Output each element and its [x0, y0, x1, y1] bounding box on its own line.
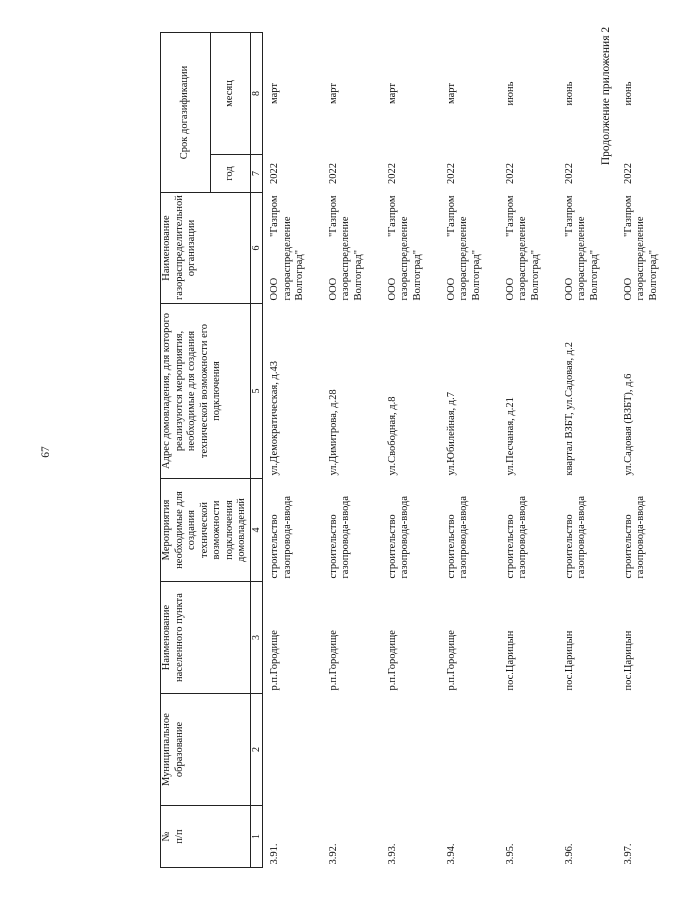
column-number-row — [251, 32, 263, 867]
row-year: 2022 — [327, 163, 339, 184]
row-municipality — [499, 694, 558, 806]
row-num: 3.93. — [386, 843, 398, 865]
row-year: 2022 — [622, 163, 634, 184]
gasification-table — [160, 32, 676, 868]
row-org: ООО "Газпром газораспределение Волгоград" — [386, 195, 423, 301]
row-num: 3.92. — [327, 843, 339, 865]
header-num: № п/п — [161, 806, 251, 868]
row-address: ул.Свободная, д.8 — [386, 396, 398, 476]
row-municipality — [558, 694, 617, 806]
table-row — [322, 32, 381, 867]
row-measure: строительство газопровода-ввода — [563, 495, 587, 579]
row-address: квартал ВЗБТ, ул.Садовая, д.2 — [563, 342, 575, 476]
row-month: март — [269, 83, 280, 104]
row-month: июнь — [504, 81, 516, 106]
header-term: Срок догазификации — [161, 32, 211, 192]
column-number: 2 — [251, 694, 263, 806]
header-month: месяц — [211, 32, 251, 154]
column-number: 6 — [251, 193, 263, 304]
row-measure: строительство газопровода-ввода — [622, 495, 646, 579]
row-municipality — [381, 694, 440, 806]
row-num: 3.97. — [622, 843, 634, 865]
row-month: июнь — [622, 81, 634, 106]
row-year: 2022 — [269, 163, 280, 184]
row-address: ул.Юбилейная, д.7 — [445, 391, 457, 476]
row-municipality — [617, 694, 676, 806]
row-address: ул.Садовая (ВЗБТ), д.6 — [622, 373, 634, 476]
row-measure: строительство газопровода-ввода — [327, 495, 351, 579]
row-num: 3.94. — [445, 843, 457, 865]
row-settlement: р.п.Городище — [269, 630, 280, 691]
row-org: ООО "Газпром газораспределение Волгоград" — [269, 195, 305, 301]
row-year: 2022 — [504, 163, 516, 184]
row-address: ул.Димитрова, д.28 — [327, 389, 339, 476]
row-settlement: р.п.Городище — [327, 630, 339, 691]
header-measures: Мероприятия необходимые для создания технической возможности подключения домовладений — [161, 479, 251, 582]
row-year: 2022 — [386, 163, 398, 184]
row-month: март — [445, 83, 457, 104]
row-org: ООО "Газпром газораспределение Волгоград" — [504, 195, 541, 301]
column-number: 7 — [251, 155, 263, 193]
row-num: 3.91. — [269, 843, 280, 865]
row-year: 2022 — [563, 163, 575, 184]
row-month: март — [386, 83, 398, 104]
row-measure: строительство газопровода-ввода — [504, 495, 528, 579]
row-address: ул.Песчаная, д.21 — [504, 397, 516, 476]
header-municipality: Муниципальное образование — [161, 694, 251, 806]
table-row — [617, 32, 676, 867]
table-row — [381, 32, 440, 867]
row-org: ООО "Газпром газораспределение Волгоград" — [445, 195, 482, 301]
column-number: 3 — [251, 582, 263, 694]
row-month: июнь — [563, 81, 575, 106]
column-number: 8 — [251, 32, 263, 154]
row-address: ул.Демократическая, д.43 — [269, 361, 280, 476]
row-num: 3.95. — [504, 843, 516, 865]
continuation-caption: Продолжение приложения 2 — [600, 26, 612, 166]
row-org: ООО "Газпром газораспределение Волгоград" — [563, 195, 600, 301]
column-number: 1 — [251, 806, 263, 868]
row-org: ООО "Газпром газораспределение Волгоград" — [622, 195, 659, 301]
column-number: 4 — [251, 479, 263, 582]
row-org: ООО "Газпром газораспределение Волгоград" — [327, 195, 364, 301]
column-number: 5 — [251, 304, 263, 479]
table-row — [499, 32, 558, 867]
page-number: 67 — [40, 446, 52, 458]
table-body — [263, 32, 676, 867]
header-year: год — [211, 155, 251, 193]
table-header — [161, 32, 263, 867]
header-org: Наименование газораспределительной организации — [161, 193, 251, 304]
table-row — [440, 32, 499, 867]
row-settlement: пос.Царицын — [622, 630, 634, 691]
row-municipality — [263, 694, 322, 806]
header-settlement: Наименование населенного пункта — [161, 582, 251, 694]
row-measure: строительство газопровода-ввода — [269, 495, 293, 579]
row-municipality — [322, 694, 381, 806]
row-municipality — [440, 694, 499, 806]
row-num: 3.96. — [563, 843, 575, 865]
table-row — [558, 32, 617, 867]
row-settlement: пос.Царицын — [563, 630, 575, 691]
row-settlement: р.п.Городище — [386, 630, 398, 691]
row-settlement: пос.Царицын — [504, 630, 516, 691]
row-year: 2022 — [445, 163, 457, 184]
row-measure: строительство газопровода-ввода — [386, 495, 410, 579]
table-row — [263, 32, 322, 867]
row-month: март — [327, 83, 339, 104]
row-settlement: р.п.Городище — [445, 630, 457, 691]
header-address: Адрес домовладения, для которого реализуются мероприятия, необходимые для создания технической возможности его подключения — [161, 304, 251, 479]
row-measure: строительство газопровода-ввода — [445, 495, 469, 579]
